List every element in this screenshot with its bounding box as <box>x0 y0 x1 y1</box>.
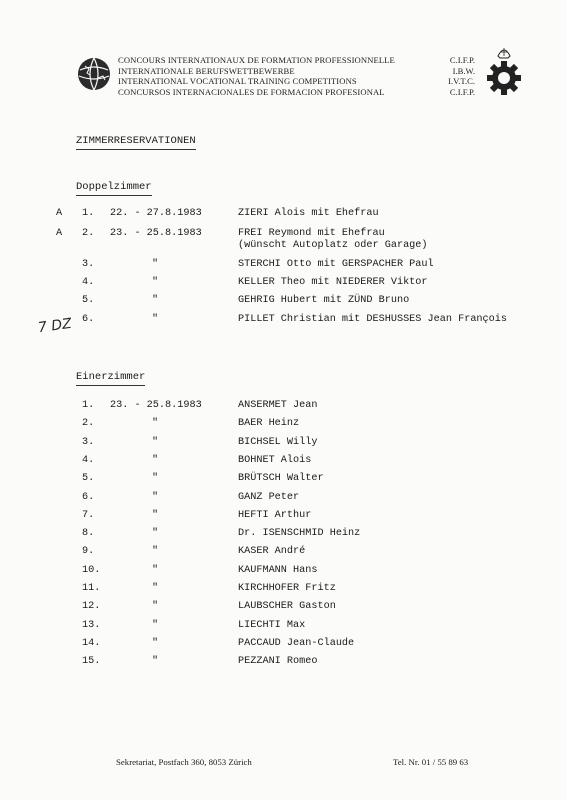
row-date: " <box>152 314 159 325</box>
abbr-en: I.V.T.C. <box>448 76 475 87</box>
row-date: 23. - 25.8.1983 <box>110 400 202 411</box>
row-number: 4. <box>82 454 95 466</box>
row-name: FREI Reymond mit Ehefrau <box>238 228 385 239</box>
handwritten-note: 7 DZ <box>37 315 73 337</box>
row-date: " <box>152 491 159 503</box>
row-number: 5. <box>82 473 95 485</box>
row-number: 11. <box>82 583 101 594</box>
abbr-es: C.I.F.P. <box>449 86 475 97</box>
row-mark: A <box>56 228 63 239</box>
row-name: HEFTI Arthur <box>238 509 312 521</box>
row-date: " <box>152 509 159 521</box>
row-number: 2. <box>82 228 95 239</box>
row-date: " <box>152 619 159 631</box>
row-date: " <box>152 277 159 288</box>
row-date: " <box>152 259 159 270</box>
row-name: BICHSEL Willy <box>238 436 318 448</box>
row-date: " <box>152 295 159 306</box>
row-number: 8. <box>82 528 95 540</box>
row-name: STERCHI Otto mit GERSPACHER Paul <box>238 259 434 270</box>
row-number: 15. <box>82 656 101 668</box>
row-mark: A <box>56 208 63 219</box>
page-title: ZIMMERRESERVATIONEN <box>76 134 196 150</box>
org-line-fr: CONCOURS INTERNATIONAUX DE FORMATION PROFESSIONNELLE <box>118 55 395 65</box>
row-name: LAUBSCHER Gaston <box>238 601 336 613</box>
row-number: 1. <box>82 208 95 219</box>
row-number: 1. <box>82 400 95 411</box>
row-number: 3. <box>82 436 95 448</box>
row-number: 5. <box>82 295 95 306</box>
organization-names <box>118 55 395 97</box>
double-rooms-heading: Doppelzimmer <box>76 180 152 196</box>
row-number: 7. <box>82 509 95 521</box>
row-name: KAUFMANN Hans <box>238 564 318 576</box>
row-date: " <box>152 656 159 668</box>
row-date: " <box>152 546 159 558</box>
row-name: PACCAUD Jean-Claude <box>238 637 355 649</box>
footer-address: Sekretariat, Postfach 360, 8053 Zürich <box>116 757 252 767</box>
row-date: " <box>152 454 159 466</box>
row-number: 2. <box>82 418 95 430</box>
row-name: BOHNET Alois <box>238 454 312 466</box>
org-line-es: CONCURSOS INTERNACIONALES DE FORMACION PROFESIONAL <box>118 86 385 97</box>
single-rooms-heading: Einerzimmer <box>76 370 145 386</box>
row-name: ZIERI Alois mit Ehefrau <box>238 208 379 219</box>
row-name: BRÜTSCH Walter <box>238 473 324 485</box>
row-number: 3. <box>82 259 95 270</box>
row-number: 6. <box>82 491 95 503</box>
row-name: BAER Heinz <box>238 418 300 430</box>
row-date: " <box>152 418 159 430</box>
row-number: 13. <box>82 619 101 631</box>
row-name: PILLET Christian mit DESHUSSES Jean François <box>238 314 507 325</box>
row-date: " <box>152 583 159 594</box>
row-number: 14. <box>82 637 101 649</box>
org-line-en: INTERNATIONAL VOCATIONAL TRAINING COMPETITIONS <box>118 76 357 87</box>
row-number: 10. <box>82 564 101 576</box>
row-date: 23. - 25.8.1983 <box>110 228 202 239</box>
row-date: " <box>152 436 159 448</box>
row-date: " <box>152 528 159 540</box>
row-name: ANSERMET Jean <box>238 400 318 411</box>
row-name: PEZZANI Romeo <box>238 656 318 668</box>
row-number: 4. <box>82 277 95 288</box>
row-date: " <box>152 564 159 576</box>
row-date: " <box>152 601 159 613</box>
footer-phone: Tel. Nr. 01 / 55 89 63 <box>393 757 469 767</box>
row-name: GANZ Peter <box>238 491 300 503</box>
row-name: Dr. ISENSCHMID Heinz <box>238 528 361 540</box>
row-number: 9. <box>82 546 95 558</box>
row-name: KIRCHHOFER Fritz <box>238 583 336 594</box>
row-name: KASER André <box>238 546 306 558</box>
globe-logo-icon <box>76 56 112 92</box>
org-line-de: INTERNATIONALE BERUFSWETTBEWERBE <box>118 65 295 76</box>
abbr-fr: C.I.F.P. <box>449 55 475 65</box>
row-number: 12. <box>82 601 101 613</box>
row-date: " <box>152 473 159 485</box>
row-number: 6. <box>82 314 95 325</box>
organization-abbreviations <box>448 55 475 97</box>
row-note: (wünscht Autoplatz oder Garage) <box>238 240 428 251</box>
row-date: 22. - 27.8.1983 <box>110 208 202 219</box>
row-name: KELLER Theo mit NIEDERER Viktor <box>238 277 428 288</box>
gear-emblem-icon <box>485 42 523 100</box>
row-name: LIECHTI Max <box>238 619 306 631</box>
abbr-de: I.B.W. <box>452 65 475 76</box>
row-date: " <box>152 637 159 649</box>
row-name: GEHRIG Hubert mit ZÜND Bruno <box>238 295 410 306</box>
